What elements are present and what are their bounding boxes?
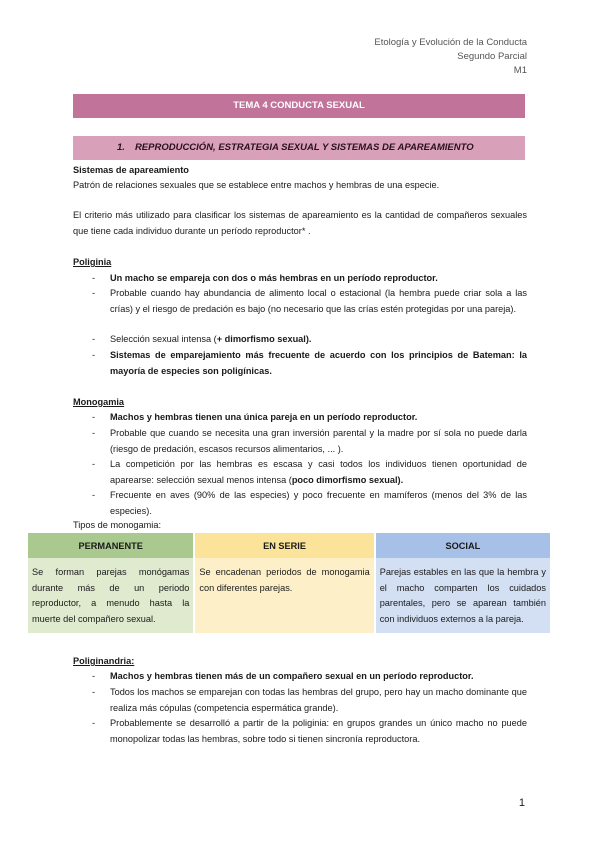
table-row [28, 558, 550, 633]
page-number: 1 [518, 797, 525, 809]
monogamia-heading: Monogamia [73, 397, 125, 407]
bullet-dash: - [92, 459, 96, 469]
header-exam: Segundo Parcial [457, 51, 527, 62]
bullet-dash: - [92, 412, 96, 422]
section-number: 1. [117, 142, 125, 153]
table-cell-permanente: Se forman parejas monógamas durante más de un periodo reproductor, a menudo hasta la muerte del compañero sexual. [28, 558, 193, 633]
sistemas-criterio: El criterio más utilizado para clasificar los sistemas de apareamiento es la cantidad de compañeros sexuales que tiene cada individuo durante un período reproductor* . [73, 210, 527, 236]
bullet-dash: - [92, 687, 96, 697]
table-header-social: SOCIAL [376, 533, 550, 558]
monogamia-item-4: Frecuente en aves (90% de las especies) y poco frecuente en mamíferos (menos del 3% de las especies). [110, 490, 527, 516]
tipos-monogamia-label: Tipos de monogamia: [73, 520, 162, 530]
poliginia-heading: Poliginia [73, 257, 112, 267]
monogamia-item-1: Machos y hembras tienen una única pareja en un período reproductor. [110, 412, 418, 422]
monogamia-item-3: La competición por las hembras es escasa y casi todos los individuos tienen oportunidad de aparearse: selección sexual menos intensa (poco dimorfismo sexual). [110, 459, 527, 485]
bullet-dash: - [92, 490, 96, 500]
bullet-dash: - [92, 671, 96, 681]
table-header-en-serie: EN SERIE [195, 533, 373, 558]
bullet-dash: - [92, 288, 96, 298]
poliginia-item-4: Sistemas de emparejamiento más frecuente de acuerdo con los principios de Bateman: la mayoría de especies son poligínicas. [110, 350, 527, 376]
tema-title: TEMA 4 CONDUCTA SEXUAL [73, 94, 525, 118]
bullet-dash: - [92, 273, 96, 283]
section-title [73, 136, 525, 160]
bullet-dash: - [92, 428, 96, 438]
poliginandria-item-1: Machos y hembras tienen más de un compañero sexual en un período reproductor. [110, 671, 474, 681]
poliginandria-heading: Poliginandria: [73, 656, 135, 666]
monogamia-types-table [26, 533, 552, 633]
poliginia-item-2: Probable cuando hay abundancia de alimento local o estacional (la hembra puede criar sola a las crías) y el riesgo de predación es bajo (no necesario que las crías estén protegidas por una pareja). [110, 288, 527, 314]
bullet-dash: - [92, 350, 96, 360]
poliginandria-item-3: Probablemente se desarrolló a partir de la poliginia: en grupos grandes un único macho no puede monopolizar todas las hembras, sobre todo si tienen sincronía reproductora. [110, 718, 527, 744]
table-cell-en-serie: Se encadenan periodos de monogamia con diferentes parejas. [195, 558, 373, 633]
table-cell-social: Parejas estables en las que la hembra y el macho comparten los cuidados parentales, pero se aparean también con individuos externos a la pareja. [376, 558, 550, 633]
section-title-text: REPRODUCCIÓN, ESTRATEGIA SEXUAL Y SISTEMAS DE APAREAMIENTO [134, 142, 474, 153]
sistemas-heading: Sistemas de apareamiento [73, 165, 189, 175]
sistemas-definition: Patrón de relaciones sexuales que se establece entre machos y hembras de una especie. [73, 180, 440, 190]
poliginia-item-3: Selección sexual intensa (+ dimorfismo sexual). [110, 334, 312, 344]
poliginandria-item-2: Todos los machos se emparejan con todas las hembras del grupo, pero hay un macho dominante que realiza más cópulas (competencia espermática grande). [110, 687, 527, 713]
poliginia-item-1: Un macho se empareja con dos o más hembras en un período reproductor. [110, 273, 438, 283]
table-header-permanente: PERMANENTE [28, 533, 193, 558]
doc-header [374, 36, 527, 78]
table-header-row [28, 533, 550, 558]
bullet-dash: - [92, 718, 96, 728]
header-course: Etología y Evolución de la Conducta [374, 37, 527, 48]
header-group: M1 [513, 65, 527, 76]
monogamia-item-2: Probable que cuando se necesita una gran inversión parental y la madre por sí sola no puede darla (riesgo de predación, escasos recursos alimentarios, ... ). [110, 428, 527, 454]
bullet-dash: - [92, 334, 96, 344]
